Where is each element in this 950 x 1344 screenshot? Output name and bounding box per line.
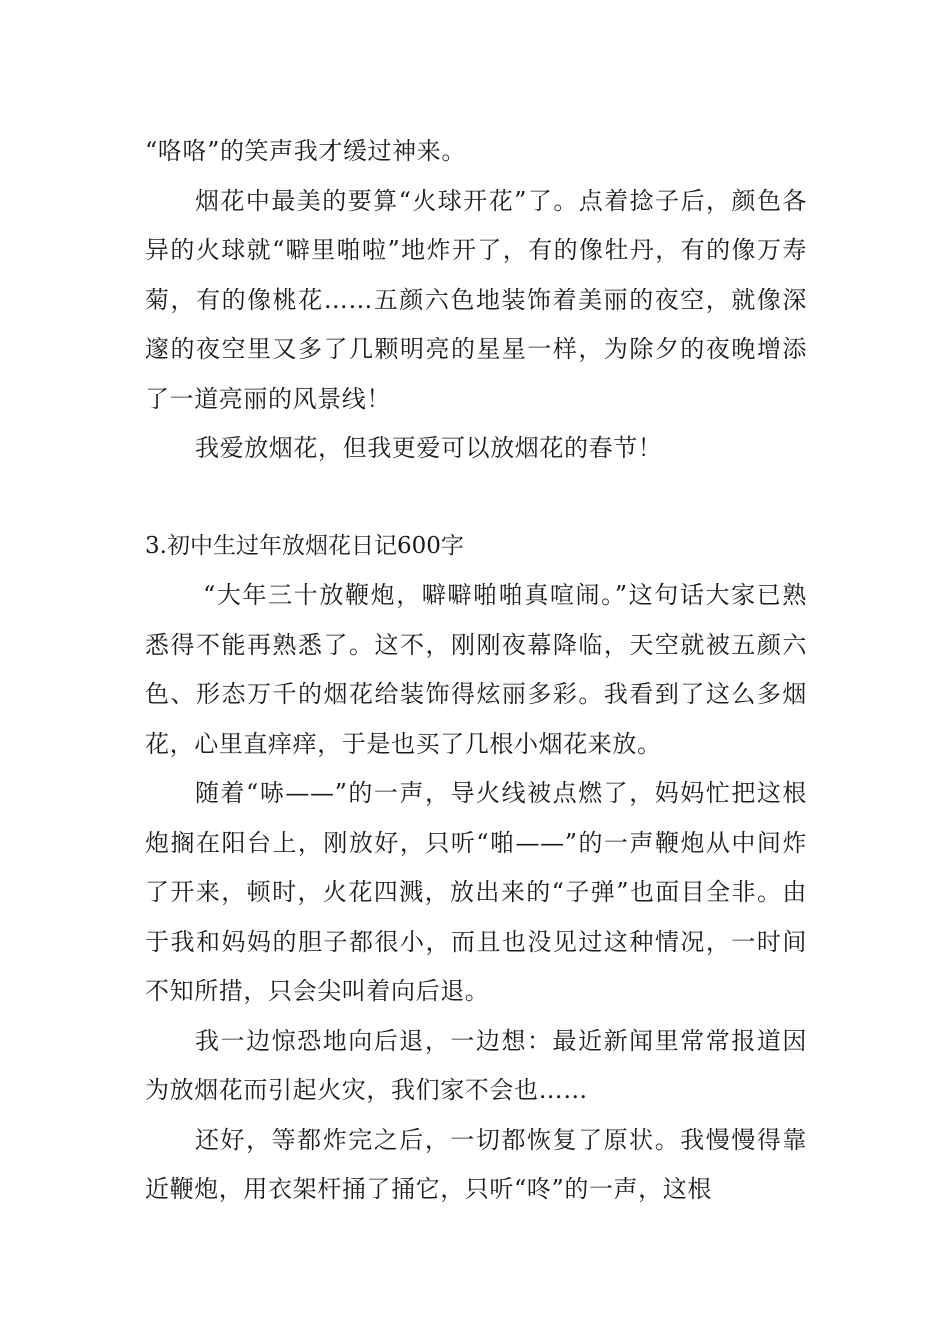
paragraph-fear: 我一边惊恐地向后退，一边想：最近新闻里常常报道因为放烟花而引起火灾，我们家不会也……	[145, 1026, 807, 1104]
paragraph-aftermath: 还好，等都炸完之后，一切都恢复了原状。我慢慢得靠近鞭炮，用衣架杆捅了捅它，只听“咚”的一声，这根	[145, 1125, 807, 1203]
paragraph-fireball: 烟花中最美的要算“火球开花”了。点着捻子后，颜色各异的火球就“噼里啪啦”地炸开了，有的像牡丹，有的像万寿菊，有的像桃花……五颜六色地装饰着美丽的夜空，就像深邃的夜空里又多了几颗明亮的星星一样，为除夕的夜晚增添了一道亮丽的风景线！	[145, 186, 807, 413]
section-heading: 3.初中生过年放烟花日记600字	[145, 532, 464, 559]
paragraph-continuation: “咯咯”的笑声我才缓过神来。	[145, 137, 466, 165]
paragraph-love-spring-festival: 我爱放烟花，但我更爱可以放烟花的春节！	[195, 434, 663, 462]
paragraph-new-year-eve: “大年三十放鞭炮，噼噼啪啪真喧闹。”这句话大家已熟悉得不能再熟悉了。这不，刚刚夜幕降临，天空就被五颜六色、形态万千的烟花给装饰得炫丽多彩。我看到了这么多烟花，心里直痒痒，于是也买了几根小烟花来放。	[145, 581, 807, 758]
paragraph-firecracker-lit: 随着“哧——”的一声，导火线被点燃了，妈妈忙把这根炮搁在阳台上，刚放好，只听“啪——”的一声鞭炮从中间炸了开来，顿时，火花四溅，放出来的“子弹”也面目全非。由于我和妈妈的胆子都很小，而且也没见过这种情况，一时间不知所措，只会尖叫着向后退。	[145, 779, 807, 1005]
document-body	[145, 127, 807, 1215]
